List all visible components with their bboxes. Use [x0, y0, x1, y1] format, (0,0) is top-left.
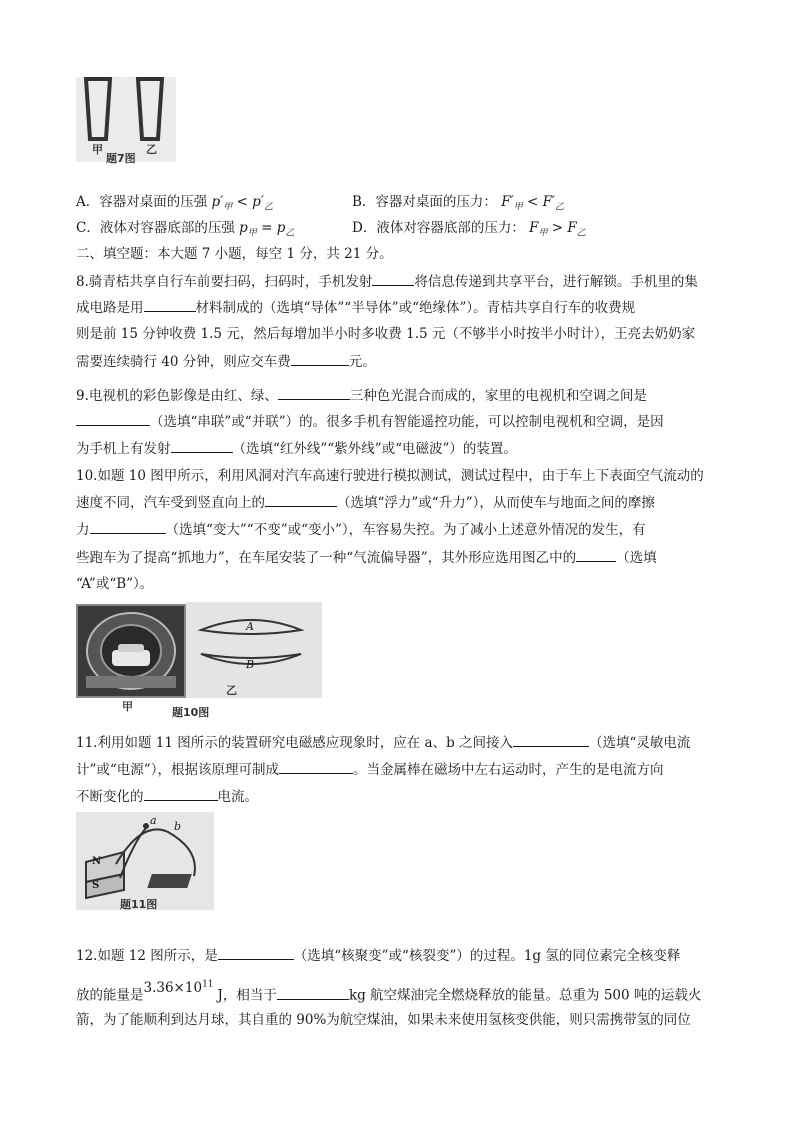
wing-label-a: A	[246, 620, 254, 633]
figure-11	[76, 812, 214, 910]
section-title: 二、填空题：本大题 7 小题，每空 1 分，共 21 分。	[76, 246, 393, 262]
q9-line-2	[76, 411, 664, 432]
q9-text: 三种色光混合而成的，家里的电视机和空调之间是	[349, 388, 647, 404]
terminal-b-label: b	[174, 820, 182, 833]
q10-text: 速度不同，汽车受到竖直向上的	[76, 495, 265, 511]
energy-value	[144, 980, 214, 996]
figure-caption: 题10图	[172, 706, 210, 719]
answer-blank[interactable]	[513, 732, 589, 747]
q12-text: J，相当于	[217, 987, 277, 1004]
q9-text: 为手机上有发射	[76, 441, 171, 457]
q11-text: 电流。	[217, 789, 258, 805]
option-d-formula: $F_甲 > F_乙$	[529, 220, 586, 239]
answer-blank[interactable]	[277, 985, 349, 1000]
q8-line-4	[76, 351, 376, 372]
q10-text: 力	[76, 522, 90, 538]
answer-blank[interactable]	[291, 351, 349, 366]
q11-text: 11.利用如题 11 图所示的装置研究电磁感应现象时，应在 a、b 之间接入	[76, 735, 514, 751]
q9-line-1	[76, 385, 647, 406]
figure-caption: 题7图	[106, 152, 136, 165]
option-d-text: D．液体对容器底部的压力：	[352, 220, 525, 236]
figure-label-yi: 乙	[226, 684, 237, 697]
figure-10	[76, 602, 322, 720]
q8-text: 材料制成的（选填“导体”“半导体”或“绝缘体”）。青桔共享自行车的收费规	[195, 300, 636, 316]
answer-blank[interactable]	[90, 519, 166, 534]
answer-blank[interactable]	[278, 385, 350, 400]
q11-line-3	[76, 786, 258, 807]
q8-line-1	[76, 271, 698, 292]
q11-text: 。当金属棒在磁场中左右运动时，产生的是电流方向	[352, 762, 664, 778]
answer-blank[interactable]	[576, 547, 616, 562]
q10-line-5: “A”或“B”）。	[76, 576, 154, 592]
figure-caption: 题11图	[120, 898, 158, 911]
q10-line-4	[76, 547, 657, 568]
answer-blank[interactable]	[144, 786, 218, 801]
q11-text: 不断变化的	[76, 789, 144, 805]
spoiler-diagram	[186, 602, 322, 698]
answer-blank[interactable]	[279, 759, 353, 774]
answer-blank[interactable]	[144, 297, 196, 312]
figure-label-yi: 乙	[146, 143, 157, 156]
pole-s-label: S	[92, 880, 100, 891]
answer-blank[interactable]	[372, 271, 414, 286]
q8-text: 8.骑青桔共享自行车前要扫码，扫码时，手机发射	[76, 274, 373, 290]
answer-blank[interactable]	[76, 411, 150, 426]
option-a-formula: $p'_甲 < p'_乙$	[211, 194, 273, 213]
option-b-text: B．容器对桌面的压力：	[352, 194, 497, 210]
option-c	[76, 218, 294, 244]
q8-text: 将信息传递到共享平台，进行解锁。手机里的集	[414, 274, 698, 290]
answer-blank[interactable]	[171, 438, 233, 453]
q12-text: kg 航空煤油完全燃烧释放的能量。总重为 500 吨的运载火	[348, 987, 702, 1004]
energy-mantissa: 3.36×10	[143, 979, 203, 996]
q10-line-2	[76, 492, 655, 513]
q11-text: 计”或“电源”），根据该原理可制成	[76, 762, 279, 778]
energy-exponent: 11	[202, 979, 214, 989]
figure-label-jia: 甲	[122, 700, 133, 713]
q10-text: 些跑车为了提高“抓地力”，在车尾安装了一种“气流偏导器”，其外形应选用图乙中的	[76, 550, 577, 566]
option-a-text: A．容器对桌面的压强	[76, 194, 208, 210]
q12-line-1	[76, 945, 680, 966]
q12-text: （选填“核聚变”或“核裂变”）的过程。1g 氢的同位素完全核变释	[293, 948, 681, 964]
q11-line-2	[76, 759, 663, 780]
q12-text: 放的能量是	[76, 987, 144, 1004]
q11-text: （选填“灵敏电流	[589, 735, 691, 751]
terminal-a-label: a	[150, 814, 157, 827]
wind-tunnel-photo	[76, 604, 186, 698]
option-c-formula: $p_甲 = p_乙$	[239, 220, 295, 239]
figure-label-jia: 甲	[92, 143, 103, 156]
q9-text: （选填“串联”或“并联”）的。很多手机有智能遥控功能，可以控制电视机和空调，是因	[150, 414, 664, 430]
q9-line-3	[76, 438, 517, 459]
pole-n-label: N	[92, 856, 102, 867]
q10-line-3	[76, 519, 646, 540]
q8-text: 需要连续骑行 40 分钟，则应交车费	[76, 354, 291, 370]
option-b-formula: $F'_甲 < F'_乙$	[501, 194, 565, 213]
q12-line-2	[76, 979, 702, 1006]
q11-line-1	[76, 732, 690, 753]
answer-blank[interactable]	[218, 945, 294, 960]
q10-text: （选填	[616, 550, 657, 566]
wing-label-b: B	[246, 658, 255, 671]
q10-text: （选填“变大”“不变”或“变小”），车容易失控。为了减小上述意外情况的发生，有	[165, 522, 646, 538]
q9-text: 9.电视机的彩色影像是由红、绿、	[76, 388, 278, 404]
answer-blank[interactable]	[265, 492, 337, 507]
q9-text: （选填“红外线”“紫外线”或“电磁波”）的装置。	[232, 441, 517, 457]
figure-7	[76, 77, 176, 165]
q12-line-3: 箭，为了能顺利到达月球，其自重的 90%为航空煤油，如果未来使用氢核变供能，则只需携带氢的同位	[76, 1012, 691, 1028]
q8-text: 元。	[348, 354, 376, 370]
q10-text: （选填“浮力”或“升力”），从而使车与地面之间的摩擦	[337, 495, 655, 511]
q10-line-1: 10.如题 10 图甲所示，利用风洞对汽车高速行驶进行模拟测试，测试过程中，由于车上下表面空气流动的	[76, 468, 704, 484]
option-d	[352, 218, 586, 244]
q12-text: 12.如题 12 图所示，是	[76, 948, 218, 964]
q8-text: 成电路是用	[76, 300, 144, 316]
q8-line-2	[76, 297, 635, 318]
option-a	[76, 192, 273, 218]
q8-line-3: 则是前 15 分钟收费 1.5 元，然后每增加半小时多收费 1.5 元（不够半小时按半小时计），王亮去奶奶家	[76, 326, 696, 342]
option-b	[352, 192, 564, 218]
option-c-text: C．液体对容器底部的压强	[76, 220, 235, 236]
